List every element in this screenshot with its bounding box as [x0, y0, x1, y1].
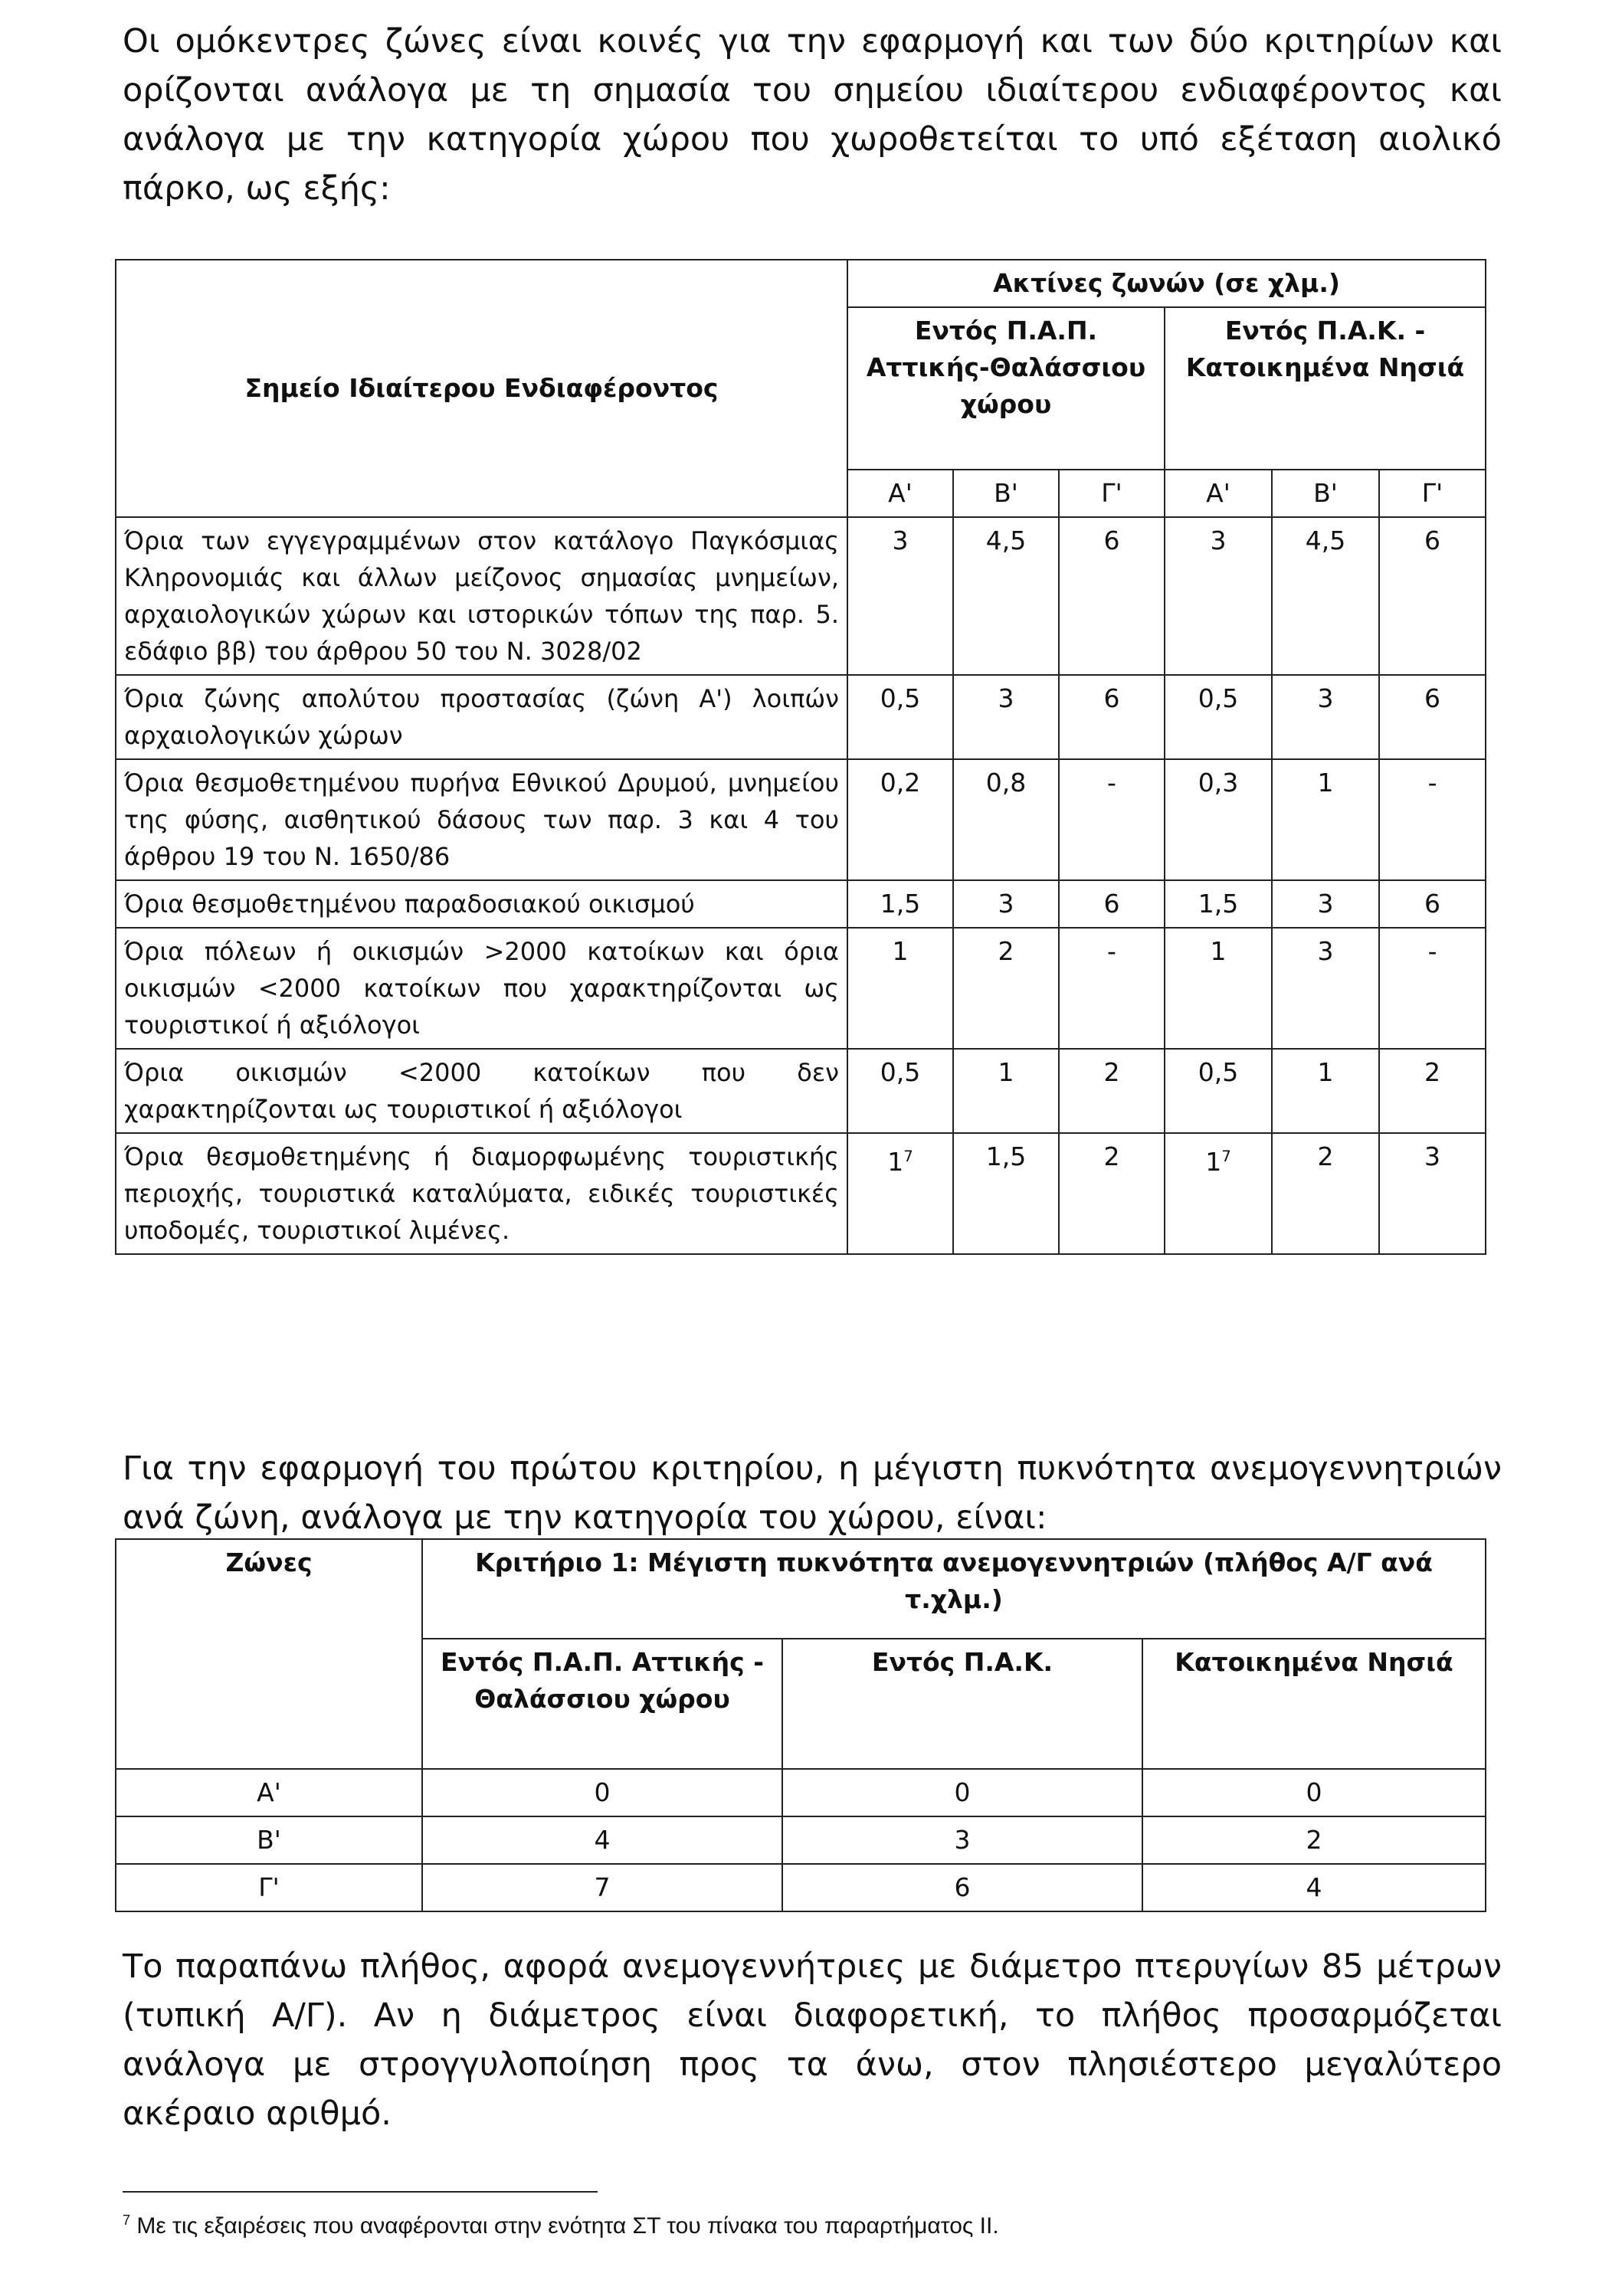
radius-value: 3 [1272, 880, 1379, 928]
radius-value: 1,5 [847, 880, 953, 928]
zone-header: Γ' [1379, 470, 1486, 517]
intro-paragraph: Οι ομόκεντρες ζώνες είναι κοινές για την εφαρμογή και των δύο κριτηρίων και ορίζονται ανάλογα με τη σημασία του σημείου ιδιαίτερου ενδιαφέροντος και ανάλογα με την κατηγορία χώρου που χωροθετείται το υπό εξέταση αιολικό πάρκο, ως εξής: [123, 22, 1502, 208]
radius-value: 6 [1379, 517, 1486, 675]
radius-value: 1 [953, 1049, 1059, 1133]
header-pak: Εντός Π.Α.Κ. [782, 1639, 1142, 1769]
radius-value: 1 [847, 928, 953, 1049]
point-description: Όρια οικισμών <2000 κατοίκων που δεν χαρακτηρίζονται ως τουριστικοί ή αξιόλογοι [116, 1049, 847, 1133]
point-description: Όρια θεσμοθετημένου παραδοσιακού οικισμού [116, 880, 847, 928]
point-description: Όρια ζώνης απολύτου προστασίας (ζώνη Α') λοιπών αρχαιολογικών χώρων [116, 675, 847, 759]
radius-value: 2 [953, 928, 1059, 1049]
radius-value: 6 [1059, 880, 1165, 928]
zone-label: Α' [116, 1769, 422, 1816]
radius-value: 6 [1379, 675, 1486, 759]
density-value: 2 [1142, 1816, 1486, 1864]
radius-value: 1 [1165, 928, 1272, 1049]
table-row [116, 517, 1486, 675]
footnote-mark: 7 [123, 2212, 131, 2228]
density-value: 4 [422, 1816, 782, 1864]
radius-value: 0,3 [1165, 759, 1272, 880]
radius-value: 2 [1379, 1049, 1486, 1133]
zone-header: Α' [1165, 470, 1272, 517]
radius-value: 4,5 [1272, 517, 1379, 675]
point-description: Όρια θεσμοθετημένου πυρήνα Εθνικού Δρυμού, μνημείου της φύσης, αισθητικού δάσους των παρ. 3 και 4 του άρθρου 19 του Ν. 1650/86 [116, 759, 847, 880]
table-row [116, 1049, 1486, 1133]
radius-value: 6 [1059, 675, 1165, 759]
radius-value: - [1379, 928, 1486, 1049]
header-inhabited-islands: Κατοικημένα Νησιά [1142, 1639, 1486, 1769]
point-description: Όρια θεσμοθετημένης ή διαμορφωμένης τουριστικής περιοχής, τουριστικά καταλύματα, ειδικές τουριστικές υποδομές, τουριστικοί λιμένες. [116, 1133, 847, 1254]
footnote [123, 2212, 1540, 2239]
table-row [116, 759, 1486, 880]
radius-value: 3 [1165, 517, 1272, 675]
density-value: 0 [422, 1769, 782, 1816]
footnote-ref: 7 [1221, 1148, 1231, 1165]
header-zones: Ζώνες [116, 1539, 422, 1769]
density-value: 7 [422, 1864, 782, 1911]
point-description: Όρια των εγγεγραμμένων στον κατάλογο Παγκόσμιας Κληρονομιάς και άλλων μείζονος σημασίας μνημείων, αρχαιολογικών χώρων και ιστορικών τόπων της παρ. 5. εδάφιο ββ) του άρθρου 50 του Ν. 3028/02 [116, 517, 847, 675]
density-value: 6 [782, 1864, 1142, 1911]
zone-label: Β' [116, 1816, 422, 1864]
table-row [116, 1769, 1486, 1816]
zone-header: Β' [1272, 470, 1379, 517]
table-row [116, 880, 1486, 928]
radius-value: 3 [1272, 675, 1379, 759]
footnote-ref: 7 [903, 1148, 913, 1165]
radius-value: 3 [847, 517, 953, 675]
diameter-note-paragraph: Το παραπάνω πλήθος, αφορά ανεμογεννήτριες με διάμετρο πτερυγίων 85 μέτρων (τυπική Α/Γ). Αν η διάμετρος είναι διαφορετική, το πλήθος προσαρμόζεται ανάλογα με στρογγυλοποίηση προς τα άνω, στον πλησιέστερο μεγαλύτερο ακέραιο αριθμό. [123, 1947, 1502, 2133]
header-zone-radii: Ακτίνες ζωνών (σε χλμ.) [847, 260, 1486, 307]
zone-label: Γ' [116, 1864, 422, 1911]
zone-header: Α' [847, 470, 953, 517]
radius-value: 3 [1379, 1133, 1486, 1254]
radius-value: - [1059, 928, 1165, 1049]
density-value: 4 [1142, 1864, 1486, 1911]
header-criterion-1: Κριτήριο 1: Μέγιστη πυκνότητα ανεμογεννητριών (πλήθος Α/Γ ανά τ.χλμ.) [422, 1539, 1486, 1639]
radius-value: 6 [1379, 880, 1486, 928]
radius-value: 0,5 [847, 675, 953, 759]
footnote-text: Με τις εξαιρέσεις που αναφέρονται στην ενότητα ΣΤ του πίνακα του παραρτήματος ΙΙ. [136, 2213, 999, 2239]
table-row [116, 928, 1486, 1049]
radius-value: 6 [1059, 517, 1165, 675]
radius-value: 2 [1272, 1133, 1379, 1254]
radius-value: $1^7$ [1165, 1133, 1272, 1254]
table-row [116, 675, 1486, 759]
radius-value: $1^7$ [847, 1133, 953, 1254]
radius-value: 0,8 [953, 759, 1059, 880]
radius-value: - [1379, 759, 1486, 880]
density-value: 3 [782, 1816, 1142, 1864]
density-table [115, 1538, 1486, 1912]
header-pap-attica: Εντός Π.Α.Π. Αττικής-Θαλάσσιου χώρου [847, 307, 1165, 470]
header-point-of-interest: Σημείο Ιδιαίτερου Ενδιαφέροντος [116, 260, 847, 517]
radius-value: 4,5 [953, 517, 1059, 675]
header-pap-attica: Εντός Π.Α.Π. Αττικής - Θαλάσσιου χώρου [422, 1639, 782, 1769]
point-description: Όρια πόλεων ή οικισμών >2000 κατοίκων και όρια οικισμών <2000 κατοίκων που χαρακτηρίζονται ως τουριστικοί ή αξιόλογοι [116, 928, 847, 1049]
radius-value: 3 [1272, 928, 1379, 1049]
radius-value: 0,5 [1165, 675, 1272, 759]
radius-value: - [1059, 759, 1165, 880]
radius-value: 1 [1272, 1049, 1379, 1133]
table-row [116, 1864, 1486, 1911]
radius-value: 1 [1272, 759, 1379, 880]
table-row [116, 1133, 1486, 1254]
density-intro-paragraph: Για την εφαρμογή του πρώτου κριτηρίου, η μέγιστη πυκνότητα ανεμογεννητριών ανά ζώνη, ανάλογα με την κατηγορία του χώρου, είναι: [123, 1449, 1502, 1537]
table-row [116, 1816, 1486, 1864]
radius-value: 3 [953, 880, 1059, 928]
zone-header: Γ' [1059, 470, 1165, 517]
radii-table [115, 259, 1486, 1255]
density-value: 0 [1142, 1769, 1486, 1816]
radius-value: 2 [1059, 1049, 1165, 1133]
zone-header: Β' [953, 470, 1059, 517]
radius-value: 3 [953, 675, 1059, 759]
radius-value: 0,5 [847, 1049, 953, 1133]
footnote-divider [123, 2191, 598, 2193]
radius-value: 0,5 [1165, 1049, 1272, 1133]
radius-value: 1,5 [1165, 880, 1272, 928]
density-value: 0 [782, 1769, 1142, 1816]
radius-value: 1,5 [953, 1133, 1059, 1254]
radius-value: 2 [1059, 1133, 1165, 1254]
header-pak-islands: Εντός Π.Α.Κ. - Κατοικημένα Νησιά [1165, 307, 1486, 470]
radius-value: 0,2 [847, 759, 953, 880]
